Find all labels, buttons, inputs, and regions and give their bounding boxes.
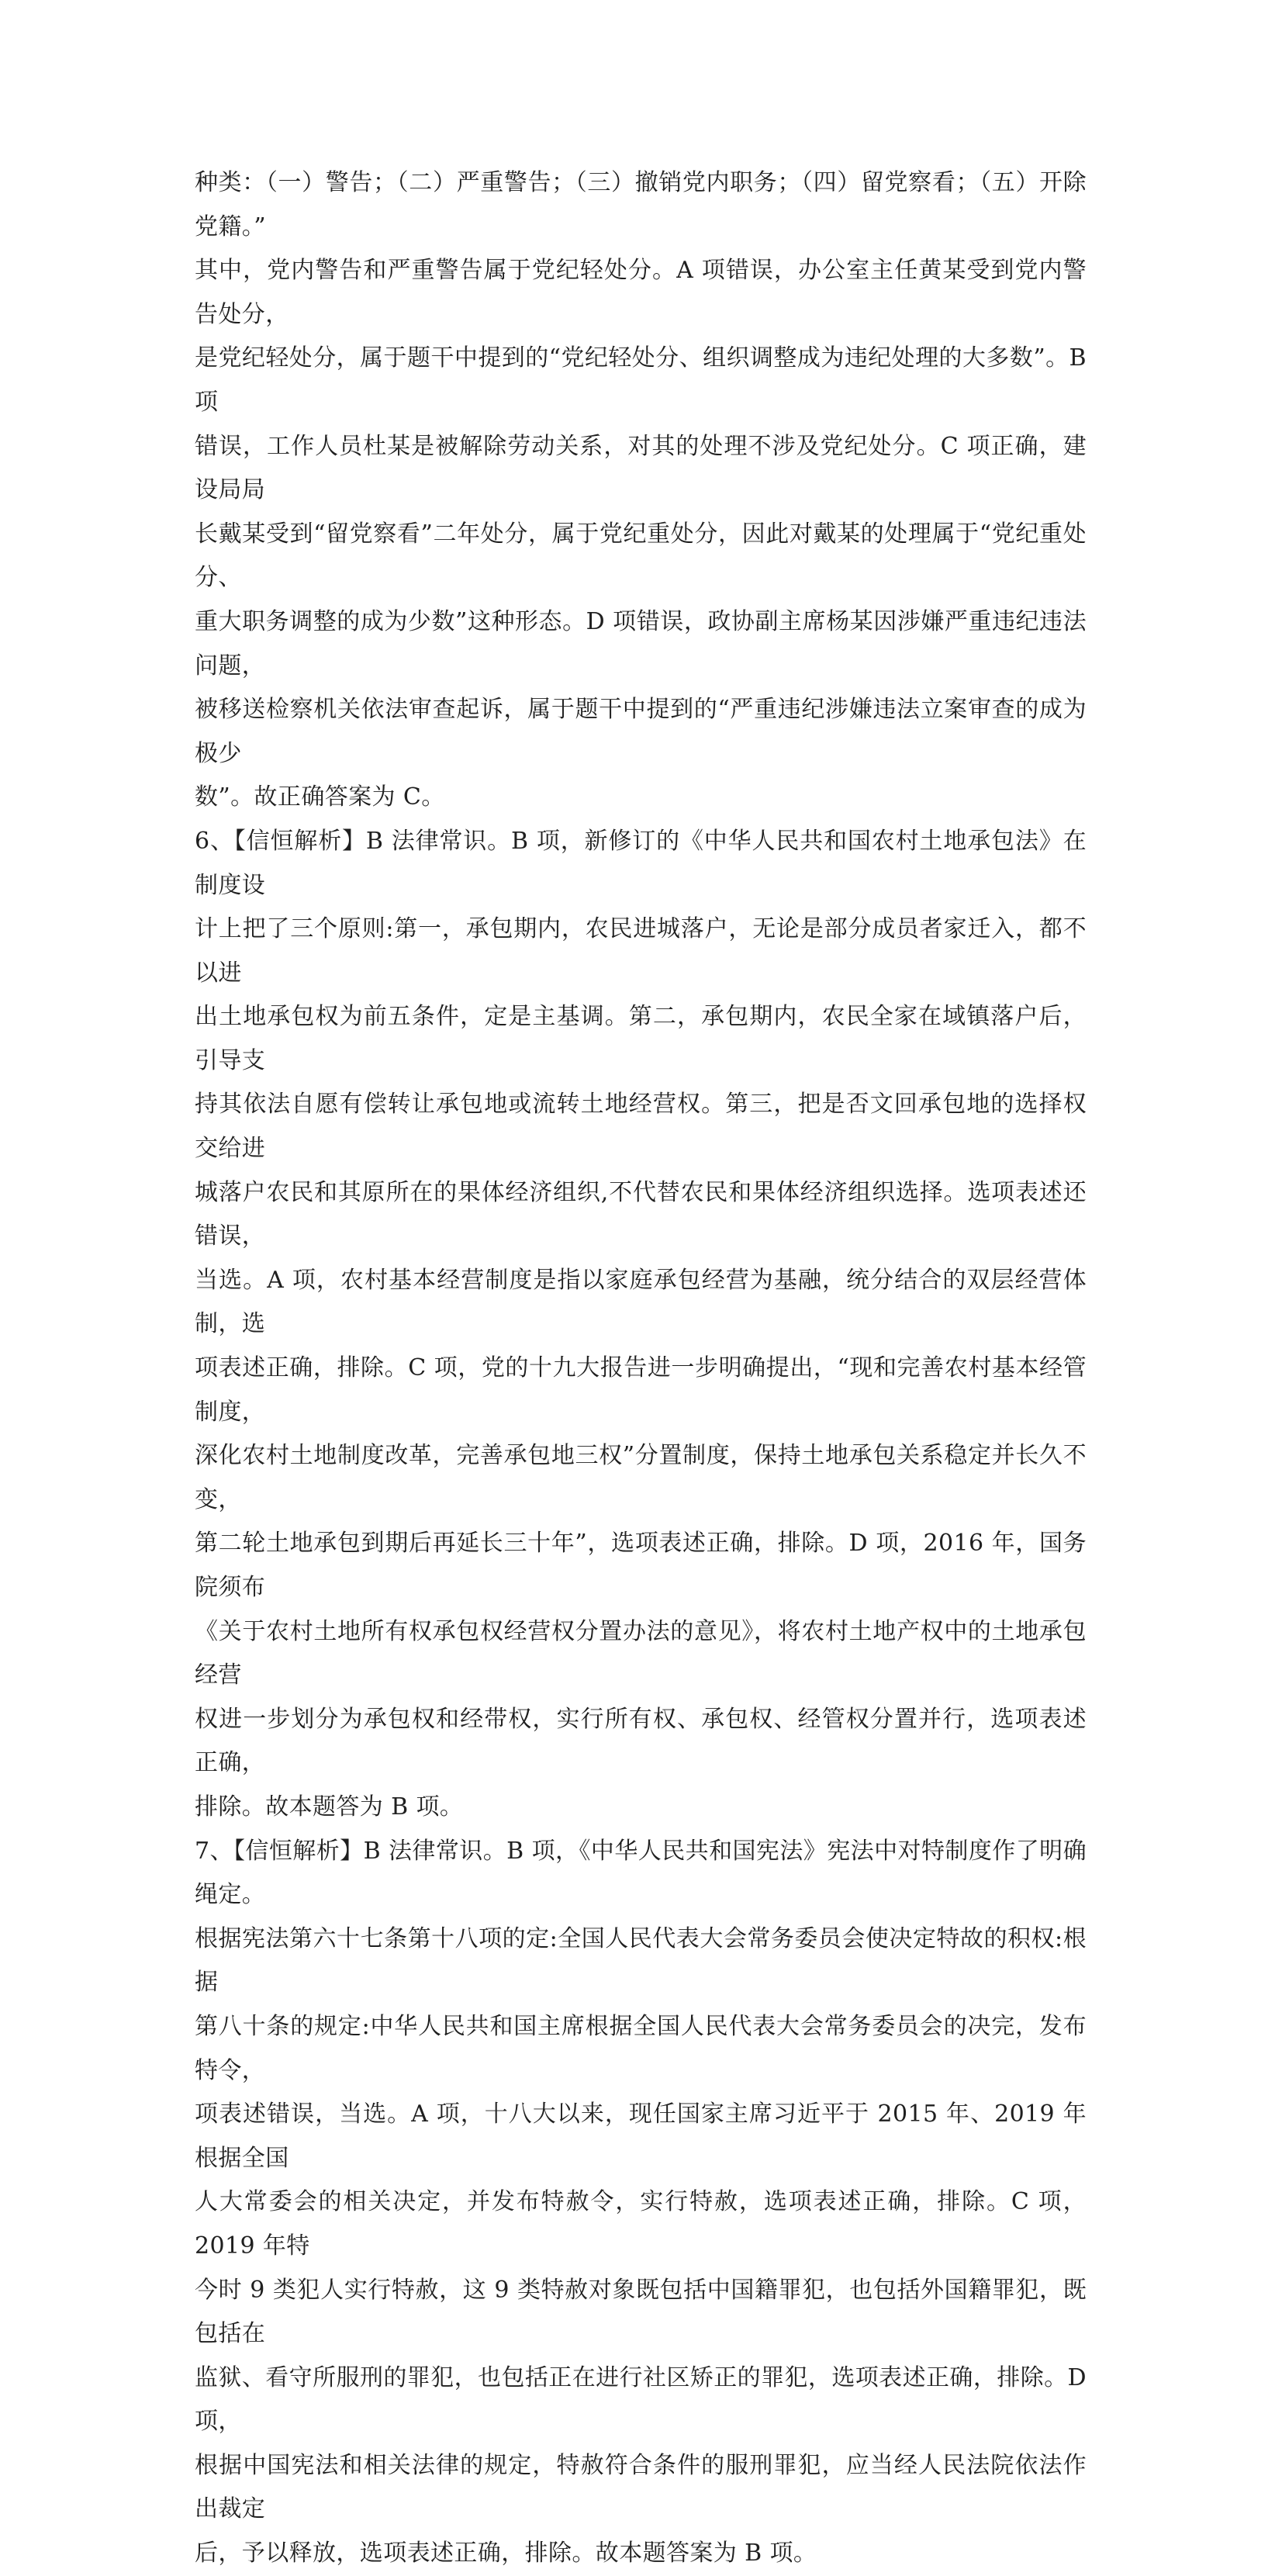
text-line: 《关于农村土地所有权承包权经营权分置办法的意见》，将农村土地产权中的土地承包经营 — [195, 1617, 1087, 1689]
text-line: 被移送检察机关依法审查起诉，属于题干中提到的“严重违纪涉嫌违法立案审查的成为极少 — [195, 696, 1087, 767]
text-line: 根据宪法第六十七条第十八项的定:全国人民代表大会常务委员会使决定特故的积权:根据 — [195, 1924, 1087, 1997]
text-line: 6、【信恒解析】B 法律常识。B 项，新修订的《中华人民共和国农村土地承包法》在制度设 — [195, 827, 1087, 899]
text-line: 今时 9 类犯人实行特赦，这 9 类特赦对象既包括中国籍罪犯，也包括外国籍罪犯，既包括在 — [195, 2276, 1087, 2348]
paragraph-question-5-analysis-continued — [195, 161, 1087, 820]
text-line: 持其依法自愿有偿转让承包地或流转土地经营权。第三，把是否文回承包地的选择权交给进 — [195, 1091, 1087, 1163]
text-line: 是党纪轻处分，属于题干中提到的“党纪轻处分、组织调整成为违纪处理的大多数”。B 项 — [195, 344, 1087, 416]
document-body — [195, 161, 1087, 2576]
text-line: 排除。故本题答为 B 项。 — [195, 1793, 464, 1820]
text-line: 第八十条的规定:中华人民共和国主席根据全国人民代表大会常务委员会的决完，发布特令， — [195, 2012, 1087, 2084]
text-line: 人大常委会的相关决定，并发布特赦令，实行特赦，选项表述正确，排除。C 项，2019 年特 — [195, 2188, 1087, 2260]
text-line: 深化农村土地制度改革，完善承包地三权”分置制度，保持土地承包关系稳定并长久不变， — [195, 1442, 1087, 1513]
text-line: 出土地承包权为前五条件，定是主基调。第二，承包期内，农民全家在域镇落户后，引导支 — [195, 1003, 1087, 1074]
text-line: 当选。A 项，农村基本经营制度是指以家庭承包经营为基融，统分结合的双层经营体制，选 — [195, 1266, 1087, 1338]
text-line: 计上把了三个原则:第一，承包期内，农民进城落户，无论是部分成员者家迁入，都不以进 — [195, 915, 1087, 987]
text-line: 权进一步划分为承包权和经带权，实行所有权、承包权、经管权分置并行，选项表述正确， — [195, 1705, 1087, 1777]
text-line: 第二轮土地承包到期后再延长三十年”，选项表述正确，排除。D 项，2016 年，国务院须布 — [195, 1530, 1087, 1601]
text-line: 项表述错误，当选。A 项，十八大以来，现任国家主席习近平于 2015 年、2019 年根据全国 — [195, 2101, 1087, 2172]
text-line: 监狱、看守所服刑的罪犯，也包括正在进行社区矫正的罪犯，选项表述正确，排除。D 项， — [195, 2363, 1087, 2436]
text-line: 长戴某受到“留党察看”二年处分，属于党纪重处分，因此对戴某的处理属于“党纪重处分、 — [195, 520, 1087, 592]
text-line: 根据中国宪法和相关法律的规定，特赦符合条件的服刑罪犯，应当经人民法院依法作出裁定 — [195, 2451, 1087, 2523]
text-line: 数”。故正确答案为 C。 — [195, 783, 445, 811]
paragraph-question-7-analysis — [195, 1830, 1087, 2576]
text-line: 后，予以释放，选项表述正确，排除。故本题答案为 B 项。 — [195, 2540, 817, 2567]
text-line: 错误，工作人员杜某是被解除劳动关系，对其的处理不涉及党纪处分。C 项正确，建设局局 — [195, 432, 1087, 504]
text-line: 其中，党内警告和严重警告属于党纪轻处分。A 项错误，办公室主任黄某受到党内警告处分， — [195, 257, 1087, 328]
paragraph-question-6-analysis — [195, 820, 1087, 1830]
text-line: 7、【信恒解析】B 法律常识。B 项，《中华人民共和国宪法》宪法中对特制度作了明确绳定。 — [195, 1837, 1087, 1909]
text-line: 种类：（一）警告；（二）严重警告；（三）撤销党内职务；（四）留党察看；（五）开除党籍。” — [195, 169, 1087, 240]
text-line: 重大职务调整的成为少数”这种形态。D 项错误，政协副主席杨某因涉嫌严重违纪违法问题， — [195, 607, 1087, 679]
text-line: 城落户农民和其原所在的果体经济组织,不代替农民和果体经济组织选择。选项表述还错误， — [195, 1178, 1087, 1250]
text-line: 项表述正确，排除。C 项，党的十九大报告进一步明确提出，“现和完善农村基本经管制度， — [195, 1354, 1087, 1426]
